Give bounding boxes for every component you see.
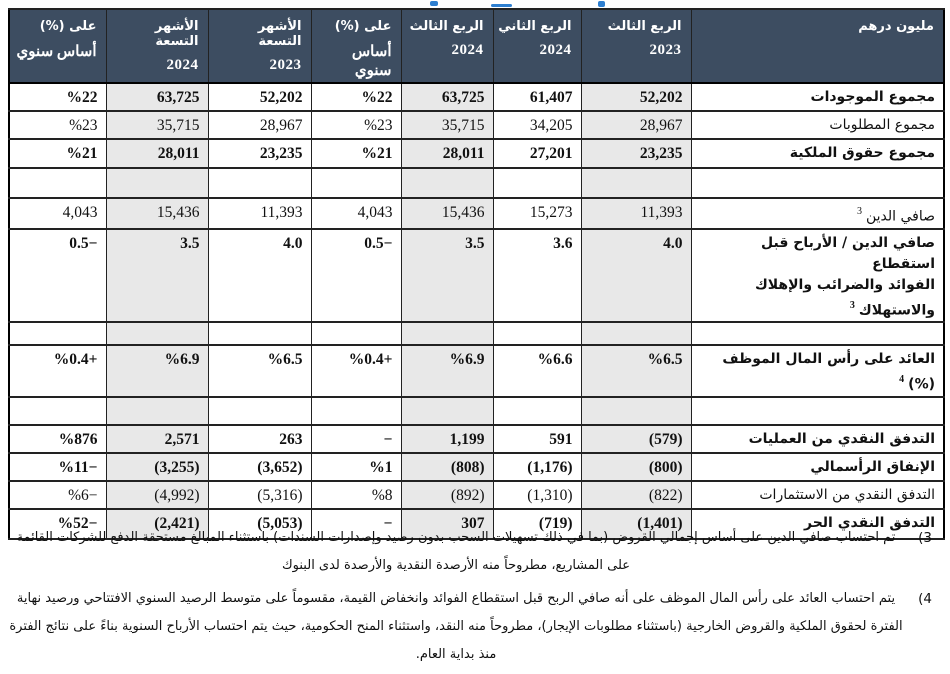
cell-yoy_nm: [9, 322, 106, 345]
column-header-yoy_q: [311, 9, 401, 83]
row-label: [691, 198, 944, 229]
cell-nm_2023: 52,202: [208, 83, 311, 111]
row-label-text: الإنفاق الرأسمالي: [810, 458, 935, 475]
cell-q3_2024: [401, 397, 493, 425]
row-label-text: التدفق النقدي من الاستثمارات: [759, 486, 935, 503]
cell-yoy_q: %8: [311, 481, 401, 509]
footnote-text: تم احتساب صافي الدين على أساس إجمالي القروض (بما في ذلك تسهيلات السحب بدون رصيد وإصدارات السندات) باستثناء المبالغ مستحقة الدفع للشركات القائمة على المشاريع، مطروحاً منه الأرصدة النقدية والأرصدة لدى البنوك: [16, 530, 896, 573]
cell-nm_2024: (2,421): [106, 509, 208, 539]
table-body: [9, 83, 944, 539]
cell-yoy_q: [311, 168, 401, 198]
table-row: [9, 453, 944, 481]
cell-q3_2023: (800): [581, 453, 691, 481]
cell-q3_2024: 28,011: [401, 139, 493, 168]
cell-yoy_nm: %0.4+: [9, 345, 106, 397]
cell-q3_2023: (822): [581, 481, 691, 509]
cell-q2_2024: 27,201: [493, 139, 581, 168]
cell-yoy_nm: %876: [9, 425, 106, 453]
cell-q3_2023: [581, 397, 691, 425]
cell-q3_2024: %6.9: [401, 345, 493, 397]
cell-q2_2024: 34,205: [493, 111, 581, 139]
column-header-line2: 2024: [166, 57, 199, 73]
spacer-row: [9, 322, 944, 345]
table-row: [9, 139, 944, 168]
cell-nm_2023: 28,967: [208, 111, 311, 139]
column-header-line1: على (%): [39, 19, 97, 34]
row-label: [691, 111, 944, 139]
cell-q3_2023: [581, 168, 691, 198]
row-label-text: مجموع حقوق الملكية: [789, 145, 935, 161]
column-header-line1: الربع الثاني: [498, 19, 572, 34]
row-label-text: صافي الدين / الأرباح قبل استقطاع: [761, 234, 935, 272]
column-header-line2: أساس سنوي: [351, 44, 392, 79]
cell-q3_2024: 3.5: [401, 229, 493, 323]
column-header-line2: 2024: [539, 42, 572, 58]
footnote-text: يتم احتساب العائد على رأس المال الموظف على أنه صافي الربح قبل استقطاع الفوائد وانخفاض القيمة، مقسوماً على متوسط الرصيد السنوي الافتتاحي ورصيد نهاية الفترة لحقوق الملكية والقروض الخارجية (باستثناء مطلوبات الإيجار)، مطروحاً منه النقد، واستثناء المنح الحكومية، حيث يتم احتساب الأرباح السنوية بناءً على نتائج الفترة منذ بداية العام.: [9, 591, 903, 662]
cell-q3_2024: [401, 322, 493, 345]
row-label-text: العائد على رأس المال الموظف (%): [722, 351, 935, 393]
footnote-reference: 4: [899, 374, 905, 386]
footnote: [8, 524, 944, 580]
cell-nm_2024: [106, 168, 208, 198]
cell-q3_2023: 52,202: [581, 83, 691, 111]
cell-yoy_q: %1: [311, 453, 401, 481]
cell-yoy_nm: %22: [9, 83, 106, 111]
row-label-text-line2: الفوائد والضرائب والإهلاك والاستهلاك: [754, 276, 935, 319]
cell-nm_2023: (5,316): [208, 481, 311, 509]
row-label: [691, 345, 944, 397]
column-header-unit: مليون درهم: [691, 9, 944, 83]
column-header-line2: أساس سنوي: [16, 44, 97, 60]
cell-yoy_nm: %11−: [9, 453, 106, 481]
column-header-nm_2024: [106, 9, 208, 83]
cell-nm_2024: 15,436: [106, 198, 208, 229]
row-label: [691, 425, 944, 453]
cell-q3_2023: (579): [581, 425, 691, 453]
cell-q2_2024: (719): [493, 509, 581, 539]
header-row: [9, 9, 944, 83]
cell-q2_2024: (1,176): [493, 453, 581, 481]
row-label-text: صافي الدين: [865, 208, 935, 225]
column-header-line2: 2024: [451, 42, 484, 58]
cell-q3_2023: 11,393: [581, 198, 691, 229]
cell-yoy_nm: [9, 397, 106, 425]
row-label: [691, 83, 944, 111]
cell-nm_2023: %6.5: [208, 345, 311, 397]
row-label-text: مجموع الموجودات: [810, 89, 935, 105]
row-label: [691, 397, 944, 425]
table-header-row: [9, 9, 944, 83]
cell-nm_2024: 3.5: [106, 229, 208, 323]
cell-nm_2023: [208, 168, 311, 198]
cell-nm_2023: 4.0: [208, 229, 311, 323]
cell-nm_2024: 35,715: [106, 111, 208, 139]
cell-yoy_nm: [9, 168, 106, 198]
cell-yoy_q: %22: [311, 83, 401, 111]
cell-q3_2023: 4.0: [581, 229, 691, 323]
cell-nm_2024: 28,011: [106, 139, 208, 168]
table-row: [9, 83, 944, 111]
table-row: [9, 425, 944, 453]
cell-q3_2024: [401, 168, 493, 198]
cell-q2_2024: %6.6: [493, 345, 581, 397]
cell-yoy_q: %0.4+: [311, 345, 401, 397]
column-header-yoy_nm: [9, 9, 106, 83]
footnote-reference: 3: [856, 206, 862, 217]
column-header-line2: 2023: [269, 57, 302, 73]
cell-q2_2024: 15,273: [493, 198, 581, 229]
cell-q3_2023: 23,235: [581, 139, 691, 168]
row-label: [691, 481, 944, 509]
row-label: [691, 139, 944, 168]
column-header-line1: الربع الثالث: [409, 19, 484, 34]
cell-nm_2024: (3,255): [106, 453, 208, 481]
cell-nm_2024: [106, 397, 208, 425]
footnotes: [8, 524, 944, 674]
cell-q2_2024: 3.6: [493, 229, 581, 323]
footnote-reference: 3: [849, 299, 855, 311]
cell-nm_2024: 63,725: [106, 83, 208, 111]
column-header-line1: الأشهر التسعة: [154, 19, 199, 49]
column-header-q2_2024: [493, 9, 581, 83]
row-label-text: التدفق النقدي من العمليات: [748, 430, 935, 447]
row-label: [691, 229, 944, 323]
cropped-title-fragment: [491, 4, 512, 7]
table-row: [9, 111, 944, 139]
cell-q2_2024: 61,407: [493, 83, 581, 111]
cell-q3_2024: (892): [401, 481, 493, 509]
cell-nm_2023: 11,393: [208, 198, 311, 229]
cell-nm_2024: 2,571: [106, 425, 208, 453]
footnote-marker: 4): [918, 591, 932, 607]
cell-q3_2023: 28,967: [581, 111, 691, 139]
cell-nm_2024: [106, 322, 208, 345]
cell-yoy_nm: %52−: [9, 509, 106, 539]
financial-table: [8, 8, 945, 540]
cell-nm_2023: 23,235: [208, 139, 311, 168]
cell-q3_2023: (1,401): [581, 509, 691, 539]
cropped-title-fragment: [430, 1, 438, 6]
cell-q3_2024: 1,199: [401, 425, 493, 453]
table-row: [9, 198, 944, 229]
table-row: [9, 229, 944, 323]
spacer-row: [9, 168, 944, 198]
table-row: [9, 481, 944, 509]
column-header-nm_2023: [208, 9, 311, 83]
cell-q3_2023: [581, 322, 691, 345]
column-header-line2: 2023: [649, 42, 682, 58]
column-header-line1: الربع الثالث: [607, 19, 682, 34]
cell-q3_2024: 35,715: [401, 111, 493, 139]
cell-yoy_nm: 0.5−: [9, 229, 106, 323]
cell-yoy_q: %23: [311, 111, 401, 139]
footnote: [8, 585, 944, 669]
cell-nm_2023: 263: [208, 425, 311, 453]
cell-yoy_q: [311, 322, 401, 345]
cell-yoy_q: [311, 397, 401, 425]
cell-yoy_nm: %21: [9, 139, 106, 168]
cell-q3_2024: 307: [401, 509, 493, 539]
column-header-line1: على (%): [334, 19, 392, 34]
cell-nm_2023: [208, 322, 311, 345]
cell-nm_2024: %6.9: [106, 345, 208, 397]
cropped-title-fragment: [598, 1, 605, 7]
spacer-row: [9, 397, 944, 425]
cell-q2_2024: 591: [493, 425, 581, 453]
row-label: [691, 168, 944, 198]
cell-yoy_q: −: [311, 425, 401, 453]
cell-q3_2024: (808): [401, 453, 493, 481]
cell-q2_2024: [493, 397, 581, 425]
cell-nm_2023: (5,053): [208, 509, 311, 539]
footnote-marker: 3): [918, 530, 932, 546]
cell-yoy_nm: %6−: [9, 481, 106, 509]
row-label: [691, 322, 944, 345]
cell-q3_2024: 63,725: [401, 83, 493, 111]
column-header-line1: الأشهر التسعة: [257, 19, 302, 49]
column-header-q3_2024: [401, 9, 493, 83]
cell-q2_2024: [493, 322, 581, 345]
cell-q2_2024: (1,310): [493, 481, 581, 509]
cell-q2_2024: [493, 168, 581, 198]
cell-yoy_q: −: [311, 509, 401, 539]
column-header-q3_2023: [581, 9, 691, 83]
cell-nm_2023: (3,652): [208, 453, 311, 481]
cell-yoy_nm: 4,043: [9, 198, 106, 229]
table-row: [9, 345, 944, 397]
cell-yoy_q: 4,043: [311, 198, 401, 229]
row-label: [691, 453, 944, 481]
row-label-text: مجموع المطلوبات: [829, 117, 935, 133]
cell-nm_2023: [208, 397, 311, 425]
cell-yoy_q: 0.5−: [311, 229, 401, 323]
cell-q3_2023: %6.5: [581, 345, 691, 397]
cell-yoy_nm: %23: [9, 111, 106, 139]
cell-yoy_q: %21: [311, 139, 401, 168]
cell-q3_2024: 15,436: [401, 198, 493, 229]
cell-nm_2024: (4,992): [106, 481, 208, 509]
row-label-text: التدفق النقدي الحر: [803, 514, 935, 531]
